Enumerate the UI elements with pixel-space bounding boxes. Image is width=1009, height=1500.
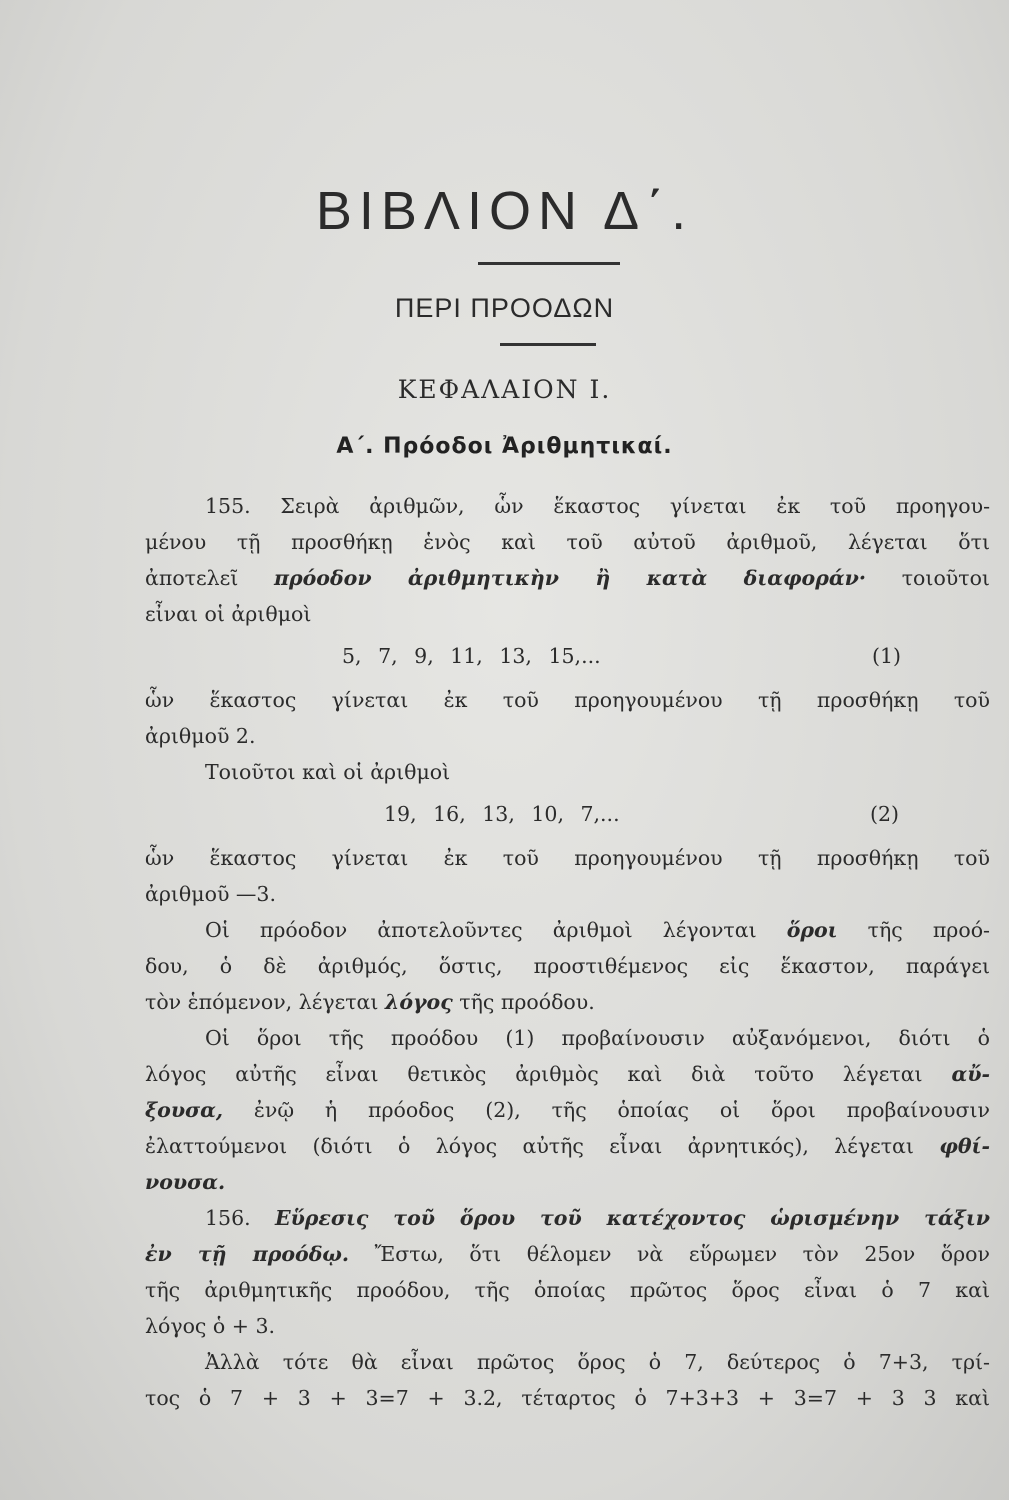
- after1-line-1: ὧν ἕκαστος γίνεται ἐκ τοῦ προηγουμένου τῇ προσθήκῃ τοῦ: [145, 688, 990, 712]
- equation-label-2: (2): [870, 802, 900, 826]
- term-auxousa-1: αὔ-: [951, 1062, 990, 1086]
- p155-line-3: ἀποτελεῖ πρόοδον ἀριθμητικὴν ἢ κατὰ διαφοράν· τοιοῦτοι: [145, 566, 990, 590]
- p156-heading: Εὕρεσις τοῦ ὅρου τοῦ κατέχοντος ὡρισμένην τάξιν: [274, 1206, 990, 1230]
- term-horoi: ὅροι: [786, 918, 838, 942]
- book-title: ΒΙΒΛΙΟΝ Δ΄.: [315, 181, 694, 241]
- terms-line-1: Οἱ πρόοδον ἀποτελοῦντες ἀριθμοὶ λέγονται ὅροι τῆς προό-: [205, 918, 990, 942]
- term-phthinousa-2: νουσα.: [145, 1170, 226, 1194]
- p155-line-4: εἶναι οἱ ἀριθμοὶ: [145, 602, 312, 626]
- incr-line-4: ἐλαττούμενοι (διότι ὁ λόγος αὐτῆς εἶναι ἀρνητικός), λέγεται φθί-: [145, 1134, 990, 1158]
- term-logos: λόγος: [384, 990, 453, 1014]
- after2-line-1: ὧν ἕκαστος γίνεται ἐκ τοῦ προηγουμένου τῇ προσθήκῃ τοῦ: [145, 846, 990, 870]
- p156-line-3: τῆς ἀριθμητικῆς προόδου, τῆς ὁποίας πρῶτος ὅρος εἶναι ὁ 7 καὶ: [145, 1278, 990, 1302]
- last-line-2: τος ὁ 7 + 3 + 3=7 + 3.2, τέταρτος ὁ 7+3+3 + 3=7 + 3 3 καὶ: [145, 1386, 990, 1410]
- sequence-2: 19, 16, 13, 10, 7,...: [384, 802, 620, 826]
- p156-line-1: 156. Εὕρεσις τοῦ ὅρου τοῦ κατέχοντος ὡρισμένην τάξιν: [205, 1206, 990, 1230]
- p155-line-1: 155. Σειρὰ ἀριθμῶν, ὧν ἕκαστος γίνεται ἐκ τοῦ προηγου-: [205, 494, 990, 518]
- p156-line-2: ἐν τῇ προόδῳ. Ἔστω, ὅτι θέλομεν νὰ εὕρωμεν τὸν 25ον ὅρον: [145, 1242, 990, 1266]
- incr-line-2: λόγος αὐτῆς εἶναι θετικὸς ἀριθμὸς καὶ διὰ τοῦτο λέγεται αὔ-: [145, 1062, 990, 1086]
- incr-line-5: [145, 1170, 990, 1194]
- p156-line-4: λόγος ὁ + 3.: [145, 1314, 276, 1338]
- after1-line-2: ἀριθμοῦ 2.: [145, 724, 256, 748]
- terms-line-2: δου, ὁ δὲ ἀριθμός, ὅστις, προστιθέμενος εἰς ἕκαστον, παράγει: [145, 954, 990, 978]
- section-title: Α΄. Πρόοδοι Ἀριθμητικαί.: [336, 434, 673, 459]
- term-arithmetic-progression: πρόοδον ἀριθμητικὴν ἢ κατὰ διαφοράν·: [274, 566, 866, 590]
- equation-label-1: (1): [872, 644, 902, 668]
- after2-line-2: ἀριθμοῦ —3.: [145, 882, 276, 906]
- title-rule-1: [478, 262, 620, 265]
- incr-line-1: Οἱ ὅροι τῆς προόδου (1) προβαίνουσιν αὐξανόμενοι, διότι ὁ: [205, 1026, 990, 1050]
- part-title: ΠΕΡΙ ΠΡΟΟΔΩΝ: [394, 293, 615, 323]
- p156-heading-cont: ἐν τῇ προόδῳ.: [145, 1242, 350, 1266]
- chapter-title: ΚΕΦΑΛΑΙΟΝ Ι.: [397, 375, 612, 404]
- after1-line-3: Τοιοῦτοι καὶ οἱ ἀριθμοὶ: [205, 760, 451, 784]
- term-phthinousa-1: φθί-: [939, 1134, 990, 1158]
- terms-line-3: τὸν ἑπόμενον, λέγεται λόγος τῆς προόδου.: [145, 990, 595, 1014]
- title-rule-2: [500, 343, 596, 346]
- p155-line-2: μένου τῇ προσθήκῃ ἑνὸς καὶ τοῦ αὐτοῦ ἀριθμοῦ, λέγεται ὅτι: [145, 530, 990, 554]
- last-line-1: Ἀλλὰ τότε θὰ εἶναι πρῶτος ὅρος ὁ 7, δεύτερος ὁ 7+3, τρί-: [205, 1350, 990, 1374]
- incr-line-3: ξουσα, ἐνῷ ἡ πρόοδος (2), τῆς ὁποίας οἱ ὅροι προβαίνουσιν: [145, 1098, 990, 1122]
- term-auxousa-2: ξουσα,: [145, 1098, 224, 1122]
- sequence-1: 5, 7, 9, 11, 13, 15,...: [342, 644, 601, 668]
